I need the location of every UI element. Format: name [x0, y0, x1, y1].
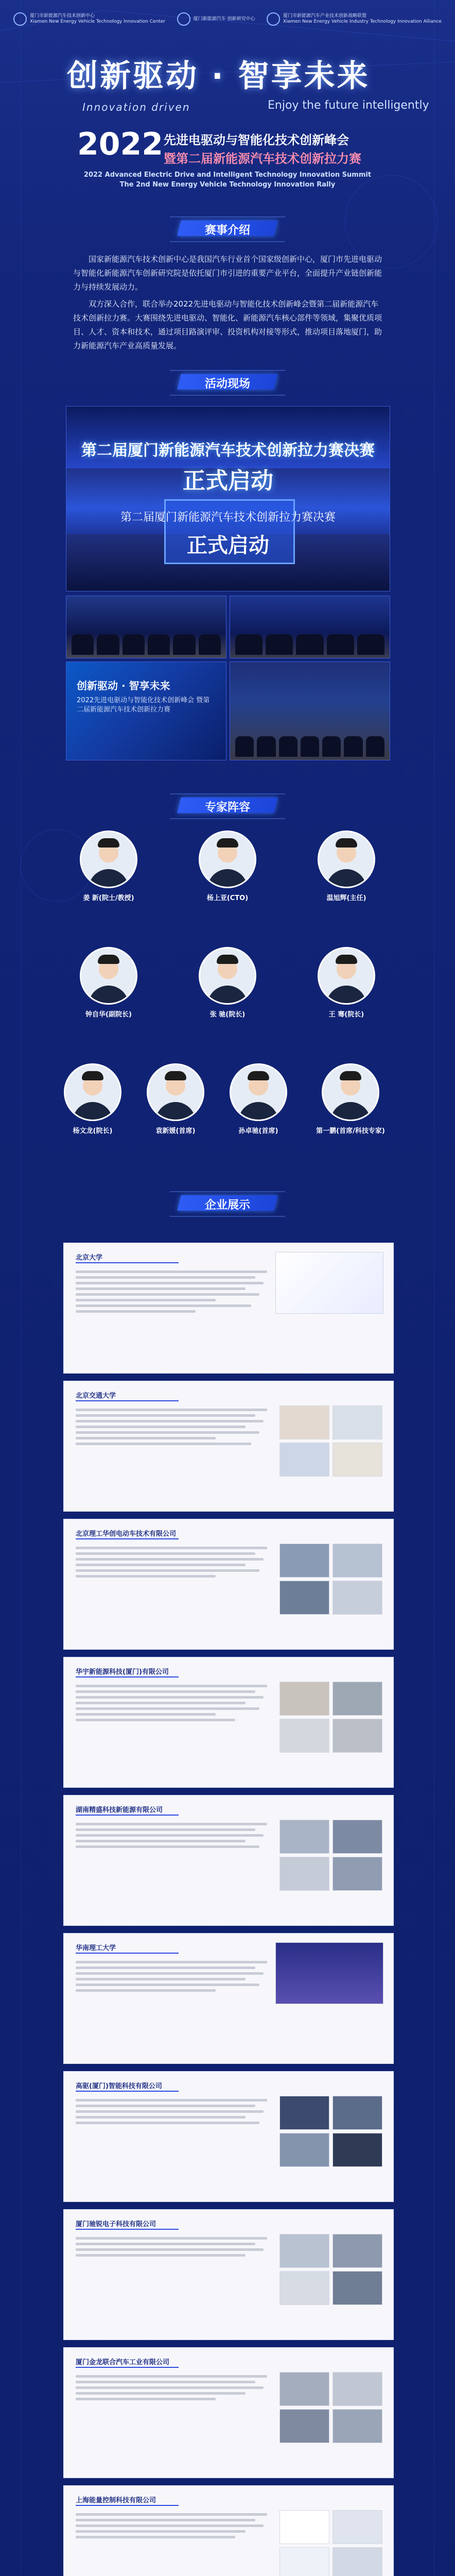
company-rule: [76, 2505, 179, 2506]
company-name: 北京交通大学: [76, 1392, 116, 1400]
expert-card: [308, 947, 385, 1019]
event-photo-hall: [66, 596, 226, 658]
expert-card: [220, 1063, 297, 1135]
expert-card: [312, 1063, 389, 1135]
expert-name: 杨上亚(CTO): [206, 894, 249, 902]
screen-launch: 正式启动: [187, 534, 269, 557]
expert-avatar: [199, 947, 256, 1005]
company-text: [76, 2237, 275, 2260]
company-text: [76, 2513, 275, 2541]
company-card: [63, 2485, 394, 2576]
expert-name: 第一鹏(首席/科技专家): [316, 1127, 385, 1135]
section-intro-head: [179, 215, 276, 241]
company-name: 华南理工大学: [76, 1944, 116, 1952]
company-rule: [76, 1815, 179, 1816]
company-image: [275, 1252, 383, 1314]
company-images: [279, 2096, 382, 2167]
screen-title: 第二届厦门新能源汽车技术创新拉力赛决赛: [120, 511, 336, 524]
intro-paragraph-1: 国家新能源汽车技术创新中心是我国汽车行业首个国家级创新中心，厦门市先进电驱动与智能化新能源汽车创新研究院是依托厦门市引进的重要产业平台，全面提升产业链创新能力与持续发展动力。: [73, 255, 382, 292]
title-en-left: Innovation driven: [82, 101, 190, 113]
event-year: 2022: [77, 126, 163, 162]
main-title: 创新驱动 · 智享未来: [67, 58, 370, 94]
expert-avatar: [199, 831, 256, 888]
logo-mid: [177, 12, 255, 26]
section-experts-head: [179, 792, 276, 818]
event-name-line2: 暨第二届新能源汽车技术创新拉力赛: [164, 151, 361, 166]
expert-avatar: [230, 1063, 287, 1121]
expert-name: 孙卓驰(首席): [238, 1127, 278, 1135]
logo-right-icon: [267, 12, 280, 26]
company-name: 高驱(厦门)智能科技有限公司: [76, 2082, 162, 2090]
logo-left-text: 厦门市新能源汽车技术创新中心 Xiamen New Energy Vehicle Technology Innovation Center: [30, 13, 166, 24]
company-card: [63, 1519, 394, 1650]
expert-avatar: [80, 947, 137, 1005]
event-poster-photo: [66, 662, 226, 760]
company-text: [76, 2099, 275, 2127]
company-images: [279, 1682, 382, 1753]
company-card: [63, 2347, 394, 2478]
section-scene-title: 活动现场: [204, 378, 250, 391]
company-images: [279, 1405, 382, 1477]
company-rule: [76, 1262, 179, 1263]
company-name: 湖南精盛科技新能源有限公司: [76, 1806, 163, 1814]
section-intro-title: 赛事介绍: [204, 224, 250, 237]
company-card: [63, 1381, 394, 1512]
company-rule: [76, 2367, 179, 2368]
company-text: [76, 1961, 275, 1995]
company-name: 厦门驰锐电子科技有限公司: [76, 2221, 156, 2228]
expert-avatar: [64, 1063, 121, 1121]
company-image: [275, 1942, 383, 2004]
event-name-en: 2022 Advanced Electric Drive and Intelligent Technology Innovation Summit The 2nd New Energy Vehicle Technology Innovation Rally: [83, 171, 372, 189]
company-card: [63, 1243, 394, 1374]
company-card: [63, 2209, 394, 2340]
expert-name: 杨文龙(院长): [73, 1127, 113, 1135]
expert-card: [308, 831, 385, 902]
event-name-line1: 先进电驱动与智能化技术创新峰会: [164, 133, 349, 147]
intro-paragraph-2: 双方深入合作，联合举办2022先进电驱动与智能化技术创新峰会暨第二届新能源汽车技术创新拉力赛。大赛围绕先进电驱动、智能化、新能源汽车核心部件等领域，集聚优质项目、人才、资本和技术，通过项目路演评审、投资机构对接等形式，推动项目落地厦门，助力新能源汽车产业高质量发展。: [73, 299, 382, 350]
section-experts-title: 专家阵容: [204, 801, 250, 814]
section-companies-title: 企业展示: [204, 1199, 250, 1212]
expert-card: [70, 947, 147, 1019]
company-rule: [76, 1953, 179, 1954]
logo-mid-text: 厦门新能源汽车 创新研究中心: [193, 16, 255, 22]
intro-text: [73, 252, 382, 356]
expert-avatar: [318, 831, 375, 888]
expert-avatar: [322, 1063, 379, 1121]
logo-right-text: 厦门市新能源汽车产业技术创新战略联盟 Xiamen New Energy Vehicle Industry Technology Innovation Alliance: [283, 13, 442, 24]
company-images: [279, 2510, 382, 2576]
group-people: [235, 736, 384, 757]
company-text: [76, 1270, 275, 1316]
company-images: [279, 2372, 382, 2443]
company-text: [76, 1547, 275, 1581]
company-rule: [76, 2091, 179, 2092]
company-name: 上海能量控制科技有限公司: [76, 2497, 156, 2504]
expert-name: 王 骞(院长): [328, 1011, 364, 1019]
company-images: [279, 1544, 382, 1615]
section-companies-head: [179, 1190, 276, 1216]
audience: [72, 634, 221, 655]
company-images: [279, 1820, 382, 1891]
company-card: [63, 1933, 394, 2064]
company-text: [76, 2375, 275, 2403]
expert-name: 姜 新(院士/教授): [83, 894, 134, 902]
title-en-right: Enjoy the future intelligently: [268, 99, 429, 112]
expert-name: 袁新媛(首席): [155, 1127, 196, 1135]
expert-name: 张 驰(院长): [209, 1011, 246, 1019]
event-main-photo: [66, 406, 390, 591]
logo-mid-icon: [177, 12, 190, 26]
logo-left: [13, 12, 165, 26]
company-images: [279, 2234, 382, 2305]
company-card: [63, 1795, 394, 1926]
company-card: [63, 1657, 394, 1788]
company-name: 北京理工华创电动车技术有限公司: [76, 1530, 177, 1538]
expert-card: [137, 1063, 214, 1135]
expert-card: [70, 831, 147, 902]
company-text: [76, 1823, 275, 1851]
logo-right: [267, 12, 442, 26]
audience: [235, 634, 384, 655]
company-rule: [76, 1676, 179, 1677]
section-scene-head: [179, 369, 276, 395]
expert-avatar: [147, 1063, 204, 1121]
poster-title: 创新驱动 · 智享未来: [77, 680, 170, 692]
banner-title: 第二届厦门新能源汽车技术创新拉力赛决赛: [81, 442, 375, 460]
company-text: [76, 1409, 275, 1448]
expert-avatar: [318, 947, 375, 1005]
banner-launch: 正式启动: [183, 468, 273, 494]
company-card: [63, 2071, 394, 2202]
expert-avatar: [80, 831, 137, 888]
expert-card: [54, 1063, 131, 1135]
company-rule: [76, 2229, 179, 2230]
company-text: [76, 1685, 275, 1724]
company-rule: [76, 1400, 179, 1401]
expert-name: 温旭辉(主任): [326, 894, 366, 902]
logo-left-icon: [13, 12, 27, 26]
event-photo-group: [230, 662, 390, 760]
expert-name: 钟自华(副院长): [85, 1011, 132, 1019]
company-name: 华宇新能源科技(厦门)有限公司: [76, 1668, 169, 1676]
company-name: 厦门金龙联合汽车工业有限公司: [76, 2359, 170, 2366]
event-photo-stage: [230, 596, 390, 658]
company-rule: [76, 1538, 179, 1539]
expert-card: [189, 947, 266, 1019]
poster-subtitle: 2022先进电驱动与智能化技术创新峰会 暨第二届新能源汽车技术创新拉力赛: [77, 697, 210, 714]
company-name: 北京大学: [76, 1254, 103, 1262]
expert-card: [189, 831, 266, 902]
header-logos: [13, 10, 442, 28]
